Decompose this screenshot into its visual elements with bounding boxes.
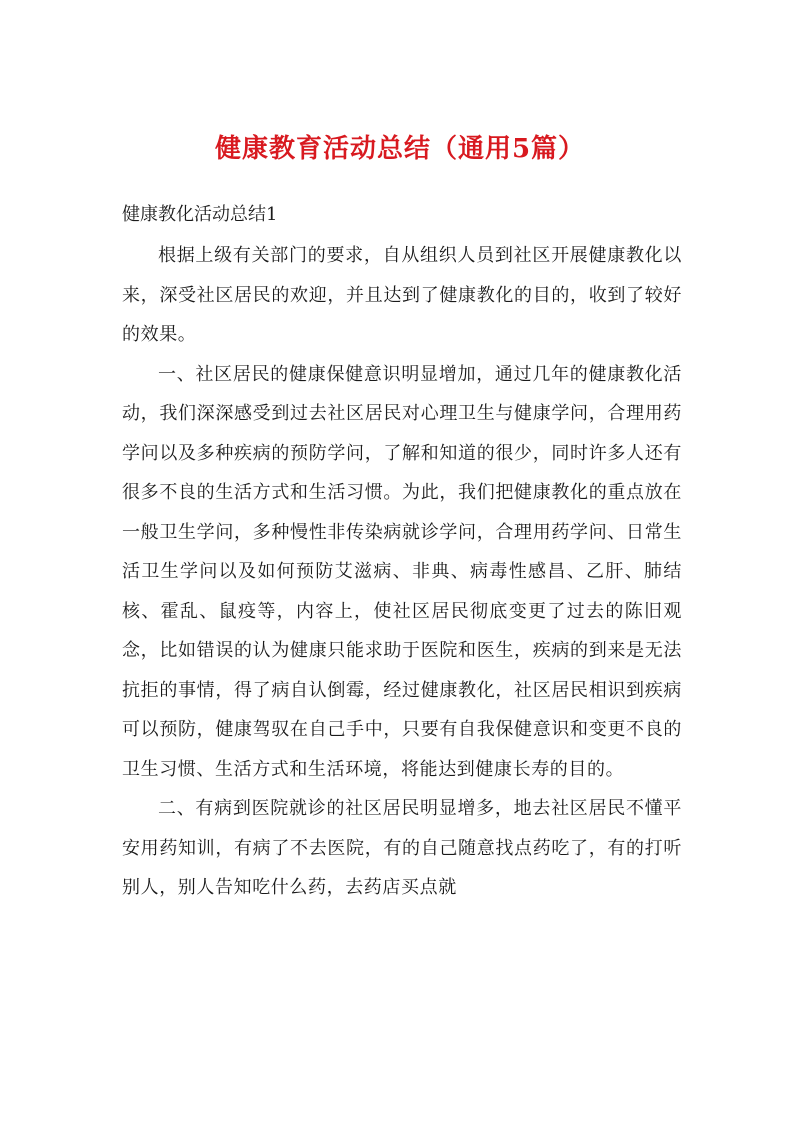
document-title: 健康教育活动总结（通用5篇）: [214, 134, 586, 164]
document-body: [122, 236, 682, 908]
paragraph-intro: 根据上级有关部门的要求，自从组织人员到社区开展健康教化以来，深受社区居民的欢迎，并且达到了健康教化的目的，收到了较好的效果。: [122, 245, 682, 345]
paragraph-point-two: 二、有病到医院就诊的社区居民明显增多，地去社区居民不懂平安用药知训，有病了不去医院，有的自己随意找点药吃了，有的打听别人，别人告知吃什么药，去药店买点就: [122, 798, 682, 898]
paragraph-point-one: 一、社区居民的健康保健意识明显增加，通过几年的健康教化活动，我们深深感受到过去社区居民对心理卫生与健康学问，合理用药学问以及多种疾病的预防学问，了解和知道的很少，同时许多人还有很多不良的生活方式和生活习惯。为此，我们把健康教化的重点放在一般卫生学问，多种慢性非传染病就诊学问，合理用药学问、日常生活卫生学问以及如何预防艾滋病、非典、病毒性感昌、乙肝、肺结核、霍乱、鼠疫等，内容上，使社区居民彻底变更了过去的陈旧观念，比如错误的认为健康只能求助于医院和医生，疾病的到来是无法抗拒的事情，得了病自认倒霉，经过健康教化，社区居民相识到疾病可以预防，健康驾驭在自己手中，只要有自我保健意识和变更不良的卫生习惯、生活方式和生活环境，将能达到健康长寿的目的。: [122, 363, 682, 780]
section-heading: 健康教化活动总结1: [122, 204, 278, 225]
